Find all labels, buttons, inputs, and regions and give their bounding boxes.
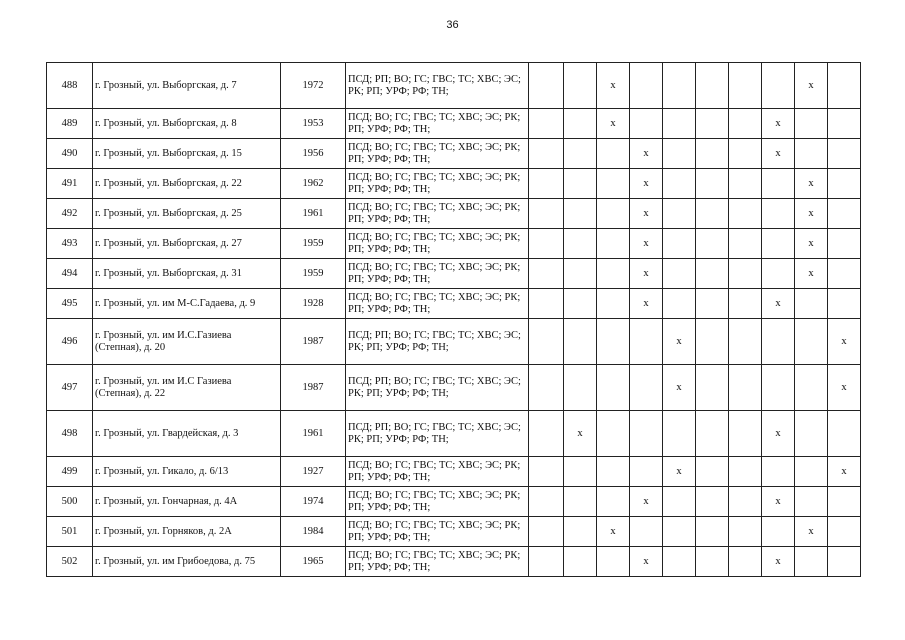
mark-cell xyxy=(762,319,795,365)
mark-cell xyxy=(729,289,762,319)
mark-cell xyxy=(663,63,696,109)
mark-cell xyxy=(630,365,663,411)
mark-cell: x xyxy=(828,457,861,487)
table-row xyxy=(47,457,861,487)
mark-cell: x xyxy=(630,547,663,577)
mark-cell xyxy=(529,457,564,487)
mark-cell xyxy=(696,139,729,169)
address-cell: г. Грозный, ул. Гикало, д. 6/13 xyxy=(93,457,281,487)
mark-cell xyxy=(762,365,795,411)
mark-cell xyxy=(564,199,597,229)
mark-cell: x xyxy=(795,517,828,547)
mark-cell xyxy=(564,109,597,139)
mark-cell xyxy=(828,289,861,319)
row-number: 497 xyxy=(47,365,93,411)
year-cell: 1974 xyxy=(281,487,346,517)
mark-cell: x xyxy=(795,169,828,199)
table-row xyxy=(47,169,861,199)
mark-cell xyxy=(729,547,762,577)
mark-cell: x xyxy=(762,139,795,169)
row-number: 494 xyxy=(47,259,93,289)
mark-cell xyxy=(795,457,828,487)
mark-cell xyxy=(564,289,597,319)
year-cell: 1965 xyxy=(281,547,346,577)
mark-cell xyxy=(529,319,564,365)
mark-cell: x xyxy=(597,63,630,109)
mark-cell xyxy=(597,547,630,577)
services-cell: ПСД; ВО; ГС; ГВС; ТС; ХВС; ЭС; РК; РП; УРФ; РФ; ТН; xyxy=(346,139,529,169)
table-row xyxy=(47,517,861,547)
row-number: 502 xyxy=(47,547,93,577)
mark-cell xyxy=(729,109,762,139)
mark-cell: x xyxy=(828,319,861,365)
mark-cell xyxy=(828,109,861,139)
mark-cell xyxy=(663,517,696,547)
table-row xyxy=(47,289,861,319)
mark-cell xyxy=(630,109,663,139)
row-number: 488 xyxy=(47,63,93,109)
mark-cell xyxy=(696,517,729,547)
mark-cell: x xyxy=(795,63,828,109)
mark-cell xyxy=(696,547,729,577)
mark-cell xyxy=(597,457,630,487)
mark-cell xyxy=(696,487,729,517)
mark-cell xyxy=(828,517,861,547)
mark-cell xyxy=(529,365,564,411)
mark-cell: x xyxy=(597,517,630,547)
address-cell: г. Грозный, ул. им И.С Газиева (Степная), д. 22 xyxy=(93,365,281,411)
year-cell: 1956 xyxy=(281,139,346,169)
mark-cell xyxy=(597,259,630,289)
mark-cell xyxy=(529,289,564,319)
services-cell: ПСД; ВО; ГС; ГВС; ТС; ХВС; ЭС; РК; РП; УРФ; РФ; ТН; xyxy=(346,547,529,577)
row-number: 496 xyxy=(47,319,93,365)
year-cell: 1987 xyxy=(281,319,346,365)
mark-cell xyxy=(795,547,828,577)
year-cell: 1928 xyxy=(281,289,346,319)
row-number: 492 xyxy=(47,199,93,229)
address-cell: г. Грозный, ул. Выборгская, д. 7 xyxy=(93,63,281,109)
mark-cell: x xyxy=(762,411,795,457)
mark-cell xyxy=(762,457,795,487)
row-number: 501 xyxy=(47,517,93,547)
services-cell: ПСД; ВО; ГС; ГВС; ТС; ХВС; ЭС; РК; РП; УРФ; РФ; ТН; xyxy=(346,289,529,319)
mark-cell: x xyxy=(630,169,663,199)
mark-cell xyxy=(630,411,663,457)
mark-cell xyxy=(795,411,828,457)
mark-cell xyxy=(696,289,729,319)
mark-cell xyxy=(663,109,696,139)
address-cell: г. Грозный, ул. им И.С.Газиева (Степная), д. 20 xyxy=(93,319,281,365)
mark-cell xyxy=(597,289,630,319)
mark-cell: x xyxy=(663,457,696,487)
table-row xyxy=(47,63,861,109)
mark-cell xyxy=(597,319,630,365)
year-cell: 1953 xyxy=(281,109,346,139)
mark-cell xyxy=(663,169,696,199)
row-number: 489 xyxy=(47,109,93,139)
mark-cell xyxy=(597,139,630,169)
mark-cell xyxy=(597,487,630,517)
mark-cell: x xyxy=(795,199,828,229)
mark-cell xyxy=(597,229,630,259)
table-body xyxy=(47,63,861,577)
services-cell: ПСД; ВО; ГС; ГВС; ТС; ХВС; ЭС; РК; РП; УРФ; РФ; ТН; xyxy=(346,229,529,259)
mark-cell xyxy=(529,169,564,199)
mark-cell xyxy=(529,259,564,289)
mark-cell xyxy=(597,365,630,411)
year-cell: 1959 xyxy=(281,259,346,289)
mark-cell: x xyxy=(795,259,828,289)
table-row xyxy=(47,547,861,577)
mark-cell: x xyxy=(630,289,663,319)
mark-cell: x xyxy=(564,411,597,457)
year-cell: 1984 xyxy=(281,517,346,547)
mark-cell xyxy=(696,109,729,139)
mark-cell xyxy=(795,289,828,319)
mark-cell xyxy=(828,487,861,517)
mark-cell xyxy=(762,63,795,109)
table-row xyxy=(47,365,861,411)
services-cell: ПСД; ВО; ГС; ГВС; ТС; ХВС; ЭС; РК; РП; УРФ; РФ; ТН; xyxy=(346,259,529,289)
mark-cell xyxy=(729,259,762,289)
page-number: 36 xyxy=(446,19,459,31)
address-cell: г. Грозный, ул. Выборгская, д. 22 xyxy=(93,169,281,199)
row-number: 491 xyxy=(47,169,93,199)
row-number: 500 xyxy=(47,487,93,517)
mark-cell xyxy=(828,169,861,199)
mark-cell xyxy=(630,63,663,109)
mark-cell xyxy=(529,487,564,517)
services-cell: ПСД; РП; ВО; ГС; ГВС; ТС; ХВС; ЭС; РК; РП; УРФ; РФ; ТН; xyxy=(346,63,529,109)
mark-cell xyxy=(729,169,762,199)
address-cell: г. Грозный, ул. Выборгская, д. 8 xyxy=(93,109,281,139)
mark-cell: x xyxy=(597,109,630,139)
address-cell: г. Грозный, ул. Горняков, д. 2А xyxy=(93,517,281,547)
services-cell: ПСД; ВО; ГС; ГВС; ТС; ХВС; ЭС; РК; РП; УРФ; РФ; ТН; xyxy=(346,199,529,229)
mark-cell: x xyxy=(795,229,828,259)
mark-cell xyxy=(795,139,828,169)
mark-cell xyxy=(663,199,696,229)
mark-cell xyxy=(529,63,564,109)
mark-cell: x xyxy=(762,547,795,577)
mark-cell xyxy=(663,411,696,457)
row-number: 490 xyxy=(47,139,93,169)
mark-cell: x xyxy=(630,139,663,169)
mark-cell xyxy=(529,411,564,457)
mark-cell xyxy=(564,63,597,109)
mark-cell xyxy=(663,259,696,289)
mark-cell xyxy=(729,517,762,547)
year-cell: 1962 xyxy=(281,169,346,199)
mark-cell: x xyxy=(630,199,663,229)
housing-registry-table xyxy=(46,62,861,577)
services-cell: ПСД; РП; ВО; ГС; ГВС; ТС; ХВС; ЭС; РК; РП; УРФ; РФ; ТН; xyxy=(346,319,529,365)
mark-cell xyxy=(729,319,762,365)
mark-cell xyxy=(529,199,564,229)
mark-cell xyxy=(729,63,762,109)
mark-cell xyxy=(529,229,564,259)
table-row xyxy=(47,319,861,365)
mark-cell xyxy=(762,199,795,229)
mark-cell: x xyxy=(762,487,795,517)
services-cell: ПСД; ВО; ГС; ГВС; ТС; ХВС; ЭС; РК; РП; УРФ; РФ; ТН; xyxy=(346,517,529,547)
row-number: 498 xyxy=(47,411,93,457)
mark-cell xyxy=(729,199,762,229)
mark-cell: x xyxy=(630,229,663,259)
mark-cell xyxy=(828,63,861,109)
year-cell: 1987 xyxy=(281,365,346,411)
mark-cell xyxy=(564,139,597,169)
mark-cell xyxy=(564,169,597,199)
mark-cell xyxy=(597,411,630,457)
mark-cell xyxy=(729,487,762,517)
mark-cell xyxy=(564,457,597,487)
year-cell: 1972 xyxy=(281,63,346,109)
mark-cell xyxy=(696,229,729,259)
mark-cell xyxy=(828,259,861,289)
mark-cell xyxy=(696,319,729,365)
services-cell: ПСД; РП; ВО; ГС; ГВС; ТС; ХВС; ЭС; РК; РП; УРФ; РФ; ТН; xyxy=(346,411,529,457)
mark-cell xyxy=(564,319,597,365)
mark-cell xyxy=(828,199,861,229)
mark-cell: x xyxy=(630,487,663,517)
mark-cell xyxy=(762,259,795,289)
mark-cell xyxy=(696,199,729,229)
mark-cell: x xyxy=(663,319,696,365)
mark-cell xyxy=(795,109,828,139)
mark-cell xyxy=(729,365,762,411)
mark-cell xyxy=(529,517,564,547)
mark-cell xyxy=(696,259,729,289)
mark-cell xyxy=(729,229,762,259)
mark-cell xyxy=(762,169,795,199)
address-cell: г. Грозный, ул. им М-С.Гадаева, д. 9 xyxy=(93,289,281,319)
table-row xyxy=(47,199,861,229)
row-number: 499 xyxy=(47,457,93,487)
mark-cell xyxy=(630,457,663,487)
address-cell: г. Грозный, ул. Выборгская, д. 27 xyxy=(93,229,281,259)
mark-cell xyxy=(828,229,861,259)
mark-cell xyxy=(696,411,729,457)
table-row xyxy=(47,229,861,259)
mark-cell xyxy=(663,547,696,577)
mark-cell xyxy=(564,487,597,517)
table-row xyxy=(47,411,861,457)
mark-cell: x xyxy=(828,365,861,411)
mark-cell xyxy=(828,411,861,457)
mark-cell xyxy=(795,365,828,411)
mark-cell xyxy=(663,139,696,169)
table-row xyxy=(47,259,861,289)
mark-cell xyxy=(630,517,663,547)
mark-cell xyxy=(696,169,729,199)
mark-cell xyxy=(762,517,795,547)
mark-cell xyxy=(795,319,828,365)
mark-cell xyxy=(663,487,696,517)
mark-cell xyxy=(597,169,630,199)
mark-cell xyxy=(828,139,861,169)
year-cell: 1961 xyxy=(281,199,346,229)
table-row xyxy=(47,109,861,139)
mark-cell xyxy=(564,259,597,289)
address-cell: г. Грозный, ул. Гвардейская, д. 3 xyxy=(93,411,281,457)
mark-cell: x xyxy=(630,259,663,289)
mark-cell xyxy=(696,365,729,411)
mark-cell xyxy=(564,517,597,547)
mark-cell xyxy=(729,411,762,457)
mark-cell xyxy=(663,229,696,259)
table-row xyxy=(47,139,861,169)
mark-cell xyxy=(696,63,729,109)
mark-cell: x xyxy=(663,365,696,411)
mark-cell xyxy=(529,109,564,139)
mark-cell xyxy=(795,487,828,517)
address-cell: г. Грозный, ул. Выборгская, д. 31 xyxy=(93,259,281,289)
mark-cell xyxy=(597,199,630,229)
year-cell: 1927 xyxy=(281,457,346,487)
row-number: 495 xyxy=(47,289,93,319)
year-cell: 1959 xyxy=(281,229,346,259)
year-cell: 1961 xyxy=(281,411,346,457)
mark-cell xyxy=(663,289,696,319)
mark-cell xyxy=(828,547,861,577)
table-row xyxy=(47,487,861,517)
address-cell: г. Грозный, ул. Выборгская, д. 25 xyxy=(93,199,281,229)
mark-cell xyxy=(729,457,762,487)
mark-cell xyxy=(564,229,597,259)
mark-cell xyxy=(762,229,795,259)
address-cell: г. Грозный, ул. им Грибоедова, д. 75 xyxy=(93,547,281,577)
mark-cell xyxy=(564,547,597,577)
mark-cell xyxy=(529,139,564,169)
row-number: 493 xyxy=(47,229,93,259)
mark-cell xyxy=(529,547,564,577)
services-cell: ПСД; ВО; ГС; ГВС; ТС; ХВС; ЭС; РК; РП; УРФ; РФ; ТН; xyxy=(346,457,529,487)
mark-cell xyxy=(630,319,663,365)
services-cell: ПСД; ВО; ГС; ГВС; ТС; ХВС; ЭС; РК; РП; УРФ; РФ; ТН; xyxy=(346,109,529,139)
mark-cell xyxy=(696,457,729,487)
address-cell: г. Грозный, ул. Выборгская, д. 15 xyxy=(93,139,281,169)
mark-cell: x xyxy=(762,289,795,319)
services-cell: ПСД; ВО; ГС; ГВС; ТС; ХВС; ЭС; РК; РП; УРФ; РФ; ТН; xyxy=(346,169,529,199)
mark-cell xyxy=(729,139,762,169)
services-cell: ПСД; РП; ВО; ГС; ГВС; ТС; ХВС; ЭС; РК; РП; УРФ; РФ; ТН; xyxy=(346,365,529,411)
mark-cell xyxy=(564,365,597,411)
address-cell: г. Грозный, ул. Гончарная, д. 4А xyxy=(93,487,281,517)
mark-cell: x xyxy=(762,109,795,139)
services-cell: ПСД; ВО; ГС; ГВС; ТС; ХВС; ЭС; РК; РП; УРФ; РФ; ТН; xyxy=(346,487,529,517)
